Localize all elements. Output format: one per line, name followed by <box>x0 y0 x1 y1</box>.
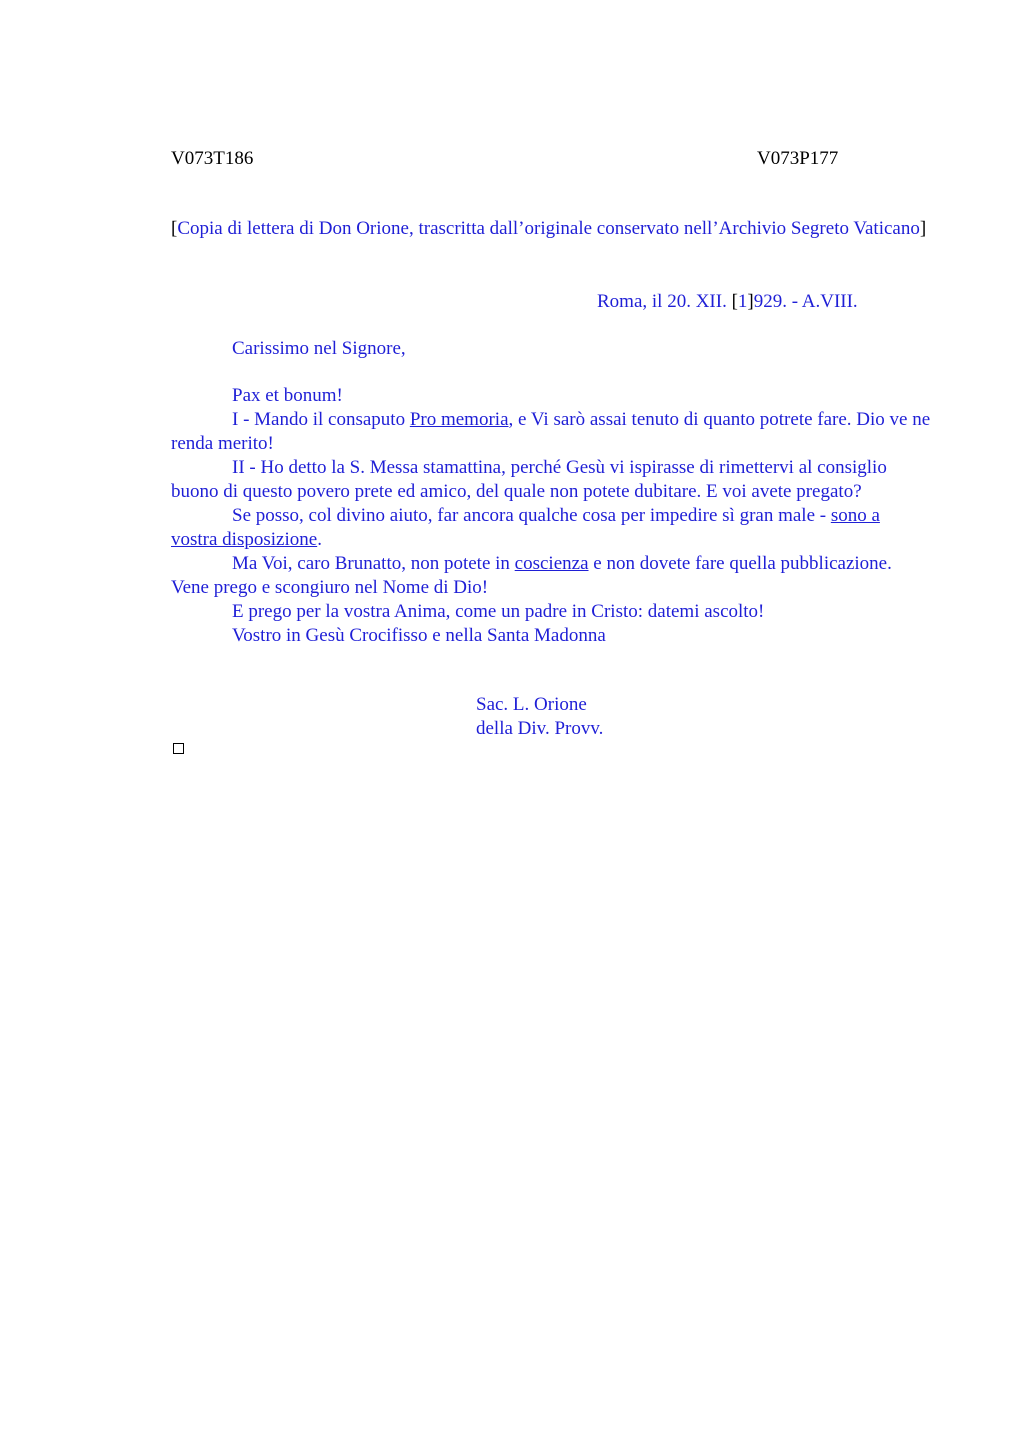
p4-after: e non dovete fare quella pubblicazione. Vene prego e scongiuro nel Nome di Dio! <box>171 553 892 598</box>
dateline-after: 929. - A.VIII. <box>753 291 858 312</box>
paragraph-1 <box>171 408 931 456</box>
p3-underlined: sono a vostra disposizione <box>171 505 880 550</box>
document-code-right: V073P177 <box>757 148 839 169</box>
dateline-open-bracket: [ <box>731 291 738 312</box>
p1-after: , e Vi sarò assai tenuto di quanto potrete fare. Dio ve ne renda merito! <box>171 409 931 454</box>
dateline-before: Roma, il 20. XII. <box>597 291 732 312</box>
note-close-bracket: ] <box>919 218 927 239</box>
p1-underlined: Pro memoria <box>409 409 509 430</box>
note-text: Copia di lettera di Don Orione, trascritta dall’originale conservato nell’Archivio Segreto Vaticano <box>177 218 920 239</box>
paragraph-4 <box>171 552 931 600</box>
signature-line-1: Sac. L. Orione <box>476 694 587 715</box>
end-marker-box <box>173 743 184 754</box>
editorial-note <box>171 217 931 241</box>
p1-before: I - Mando il consaputo <box>232 409 410 430</box>
paragraph-3 <box>171 504 931 552</box>
paragraph-2: II - Ho detto la S. Messa stamattina, perché Gesù vi ispirasse di rimettervi al consiglio buono di questo povero prete ed amico, del quale non potete dubitare. E voi avete pregato? <box>171 457 887 502</box>
note-open-bracket: [ <box>171 218 178 239</box>
letter-body <box>171 384 931 648</box>
signature-line-2: della Div. Provv. <box>476 718 604 739</box>
dateline-close-bracket: ] <box>747 291 754 312</box>
signature <box>476 693 876 741</box>
p4-underlined: coscienza <box>514 553 589 574</box>
pax-line: Pax et bonum! <box>232 385 343 406</box>
p3-before: Se posso, col divino aiuto, far ancora qualche cosa per impedire sì gran male - <box>232 505 831 526</box>
paragraph-6: Vostro in Gesù Crocifisso e nella Santa Madonna <box>232 625 606 646</box>
paragraph-5: E prego per la vostra Anima, come un padre in Cristo: datemi ascolto! <box>232 601 765 622</box>
greeting: Carissimo nel Signore, <box>232 338 406 359</box>
dateline <box>597 290 927 314</box>
p3-after: . <box>317 529 322 550</box>
dateline-digit: 1 <box>737 291 748 312</box>
p4-before: Ma Voi, caro Brunatto, non potete in <box>232 553 515 574</box>
document-code-left: V073T186 <box>171 148 254 169</box>
